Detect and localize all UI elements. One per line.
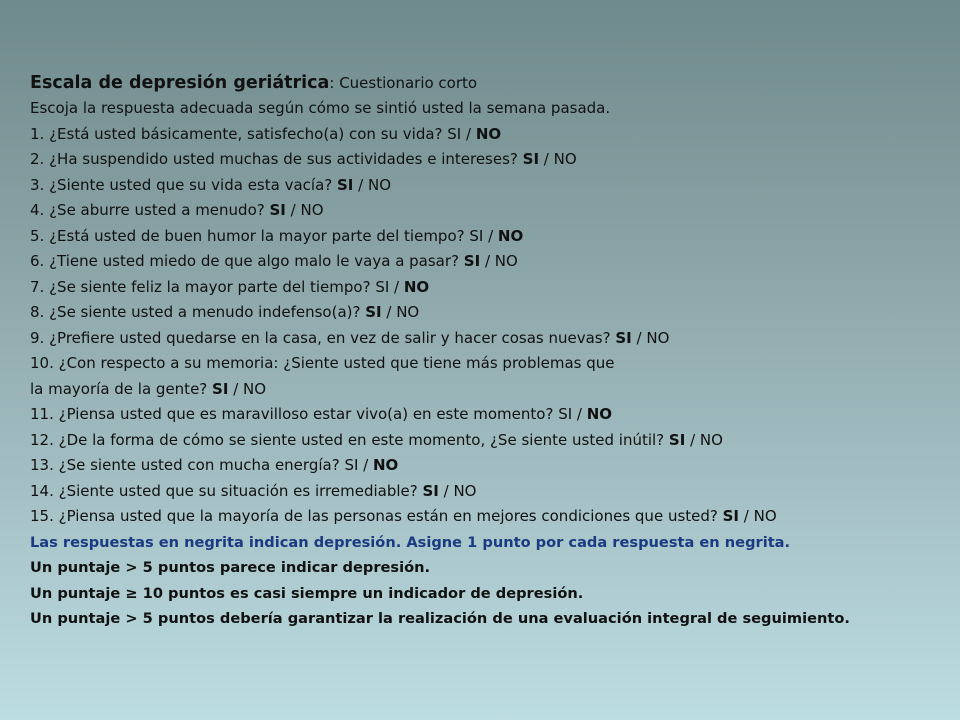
answer-separator: /: [461, 124, 476, 143]
answer-si: SI: [344, 456, 359, 474]
answer-no: NO: [494, 252, 518, 270]
question-item: [30, 428, 940, 454]
score-interpretation: Un puntaje > 5 puntos parece indicar depresión.: [30, 559, 431, 576]
question-item: [30, 402, 940, 428]
answer-si: SI: [212, 379, 229, 398]
answer-no: NO: [553, 150, 577, 168]
answer-si: SI: [337, 175, 354, 194]
score-interpretation: Un puntaje ≥ 10 puntos es casi siempre un indicador de depresión.: [30, 584, 584, 602]
question-text: 13. ¿Se siente usted con mucha energía?: [30, 456, 345, 474]
answer-no: NO: [646, 328, 670, 347]
question-text: 15. ¿Piensa usted que la mayoría de las personas están en mejores condiciones que usted?: [30, 507, 723, 525]
score-interpretation: Un puntaje > 5 puntos debería garantizar la realización de una evaluación integral de seguimiento.: [30, 610, 850, 627]
question-text: 7. ¿Se siente feliz la mayor parte del tiempo?: [30, 277, 376, 296]
question-text: 11. ¿Piensa usted que es maravilloso estar vivo(a) en este momento?: [30, 405, 559, 423]
question-item: [30, 351, 940, 377]
answer-no: NO: [403, 277, 430, 296]
question-item: [30, 173, 940, 199]
answer-no: NO: [243, 379, 267, 398]
answer-separator: /: [228, 379, 244, 398]
answer-no: NO: [586, 405, 613, 423]
question-item: [30, 224, 940, 250]
question-text: 10. ¿Con respecto a su memoria: ¿Siente usted que tiene más problemas que: [30, 354, 615, 372]
answer-no: NO: [453, 481, 477, 500]
question-text: 12. ¿De la forma de cómo se siente usted en este momento, ¿Se siente usted inútil?: [30, 430, 669, 449]
slide-content: [30, 70, 940, 632]
answer-separator: /: [739, 507, 754, 525]
question-item: [30, 504, 940, 530]
question-item: [30, 377, 940, 403]
answer-separator: /: [480, 252, 495, 270]
answer-si: SI: [269, 201, 286, 219]
answer-si: SI: [463, 252, 481, 270]
question-item: [30, 198, 940, 224]
question-text: 1. ¿Está usted básicamente, satisfecho(a) con su vida?: [30, 124, 448, 143]
question-list: [30, 122, 940, 530]
answer-separator: /: [353, 175, 368, 194]
answer-si: SI: [722, 507, 740, 525]
answer-separator: /: [483, 226, 498, 245]
answer-separator: /: [358, 456, 373, 474]
question-item: [30, 479, 940, 505]
answer-separator: /: [389, 277, 404, 296]
question-text: 14. ¿Siente usted que su situación es irremediable?: [30, 481, 423, 500]
question-item: [30, 275, 940, 301]
question-text: 5. ¿Está usted de buen humor la mayor parte del tiempo?: [30, 226, 470, 245]
question-item: [30, 147, 940, 173]
question-item: [30, 249, 940, 275]
answer-no: NO: [753, 507, 777, 525]
answer-si: SI: [558, 405, 573, 423]
question-text: 8. ¿Se siente usted a menudo indefenso(a)?: [30, 303, 366, 321]
answer-no: NO: [396, 303, 420, 321]
answer-separator: /: [381, 303, 397, 321]
scoring-notes: [30, 530, 940, 632]
question-item: [30, 300, 940, 326]
answer-si: SI: [522, 150, 540, 168]
answer-si: SI: [447, 124, 462, 143]
answer-separator: /: [438, 481, 454, 500]
answer-no: NO: [300, 201, 324, 219]
answer-no: NO: [699, 430, 723, 449]
question-text: 4. ¿Se aburre usted a menudo?: [30, 201, 270, 219]
answer-si: SI: [615, 328, 632, 347]
answer-no: NO: [372, 456, 399, 474]
question-text: 6. ¿Tiene usted miedo de que algo malo le vaya a pasar?: [30, 252, 464, 270]
title-subtitle: : Cuestionario corto: [329, 74, 478, 92]
answer-separator: /: [572, 405, 587, 423]
instructions: Escoja la respuesta adecuada según cómo se sintió usted la semana pasada.: [30, 99, 611, 117]
question-item: [30, 122, 940, 148]
title-main: Escala de depresión geriátrica: [30, 73, 330, 93]
answer-si: SI: [469, 226, 484, 245]
answer-no: NO: [497, 226, 524, 245]
question-text: 2. ¿Ha suspendido usted muchas de sus actividades e intereses?: [30, 150, 523, 168]
answer-no: NO: [475, 124, 502, 143]
question-text: 9. ¿Prefiere usted quedarse en la casa, en vez de salir y hacer cosas nuevas?: [30, 328, 616, 347]
scoring-instruction: Las respuestas en negrita indican depresión. Asigne 1 punto por cada respuesta en negrita.: [30, 533, 791, 551]
question-text: 3. ¿Siente usted que su vida esta vacía?: [30, 175, 337, 194]
answer-no: NO: [367, 175, 392, 194]
answer-separator: /: [685, 430, 700, 449]
question-text: la mayoría de la gente?: [30, 379, 213, 398]
answer-si: SI: [668, 430, 686, 449]
question-item: [30, 326, 940, 352]
answer-separator: /: [539, 150, 554, 168]
document-title: [30, 70, 940, 96]
question-item: [30, 453, 940, 479]
answer-si: SI: [375, 277, 390, 296]
answer-separator: /: [631, 328, 647, 347]
answer-separator: /: [285, 201, 301, 219]
answer-si: SI: [422, 481, 439, 500]
answer-si: SI: [365, 303, 382, 321]
